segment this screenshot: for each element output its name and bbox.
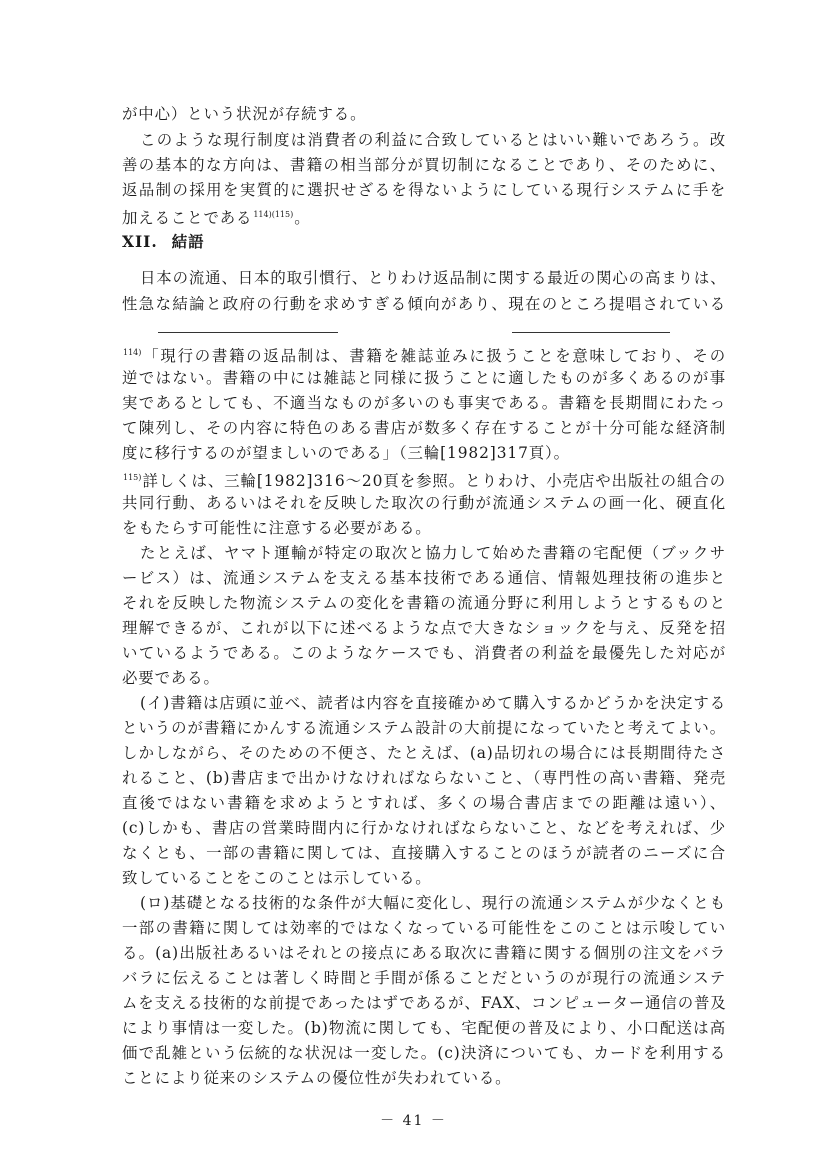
footnote-text: 詳しくは、三輪[1982]316～20頁を参照。とりわけ、小売店や出版社の組合の bbox=[142, 472, 726, 490]
footnote-line: る。(a)出版社あるいはそれとの接点にある取次に書籍に関する個別の注文をバラ bbox=[122, 944, 726, 962]
body-text: 加えることである bbox=[122, 209, 253, 227]
footnote-line: により事情は一変した。(b)物流に関しても、宅配便の普及により、小口配送は高 bbox=[122, 1019, 726, 1037]
footnote-mark: 114) bbox=[123, 348, 142, 357]
footnote-line: れること、(b)書店まで出かけなければならないこと、（専門性の高い書籍、発売 bbox=[122, 769, 726, 787]
footnote-line: 直後ではない書籍を求めようとすれば、多くの場合書店までの距離は遠い）、 bbox=[122, 794, 726, 812]
footnote-line: 必要である。 bbox=[122, 669, 220, 687]
body-line: 善の基本的な方向は、書籍の相当部分が買切制になることであり、そのために、 bbox=[122, 156, 726, 174]
footnote-line: (ロ)基礎となる技術的な条件が大幅に変化し、現行の流通システムが少なくとも bbox=[140, 894, 726, 912]
section-number: XII. bbox=[122, 233, 158, 251]
footnote-line: というのが書籍にかんする流通システム設計の大前提になっていたと考えてよい。 bbox=[122, 719, 726, 737]
body-line: 日本の流通、日本的取引慣行、とりわけ返品制に関する最近の関心の高まりは、 bbox=[140, 269, 727, 287]
footnote-line: 逆ではない。書籍の中には雑誌と同様に扱うことに適したものが多くあるのが事 bbox=[122, 369, 726, 387]
footnote-line: 実であるとしても、不適当なものが多いのも事実である。書籍を長期間にわたっ bbox=[122, 394, 726, 412]
section-heading bbox=[122, 230, 219, 252]
footnote-line: ービス）は、流通システムを支える基本技術である通信、情報処理技術の進歩と bbox=[122, 569, 726, 587]
footnote-separator bbox=[158, 332, 338, 333]
body-line: が中心）という状況が存続する。 bbox=[122, 105, 367, 123]
body-line: このような現行制度は消費者の利益に合致しているとはいい難いであろう。改 bbox=[140, 131, 726, 149]
footnote-line: 理解できるが、これが以下に述べるような点で大きなショックを与え、反発を招 bbox=[122, 619, 726, 637]
footnote-line: なくとも、一部の書籍に関しては、直接購入することのほうが読者のニーズに合 bbox=[122, 844, 726, 862]
body-line bbox=[122, 205, 726, 228]
footnote-reference: 114)(115) bbox=[253, 210, 294, 219]
footnote-line: て陳列し、その内容に特色のある書店が数多く存在することが十分可能な経済制 bbox=[122, 419, 726, 437]
footnote-line: 度に移行するのが望ましいのである」（三輪[1982]317頁）。 bbox=[122, 444, 570, 462]
footnote-text: 「現行の書籍の返品制は、書籍を雑誌並みに扱うことを意味しており、その bbox=[142, 347, 726, 365]
footnote-line: 価で乱雑という伝統的な状況は一変した。(c)決済についても、カードを利用する bbox=[122, 1044, 726, 1062]
page-number: － 41 － bbox=[380, 1113, 447, 1129]
footnote-line: ことにより従来のシステムの優位性が失われている。 bbox=[122, 1069, 512, 1087]
footnote-line: 致していることをこのことは示している。 bbox=[122, 869, 432, 887]
footnote-line bbox=[122, 468, 726, 491]
body-line: 性急な結論と政府の行動を求めすぎる傾向があり、現在のところ提唱されている bbox=[122, 295, 726, 313]
footnote-line: (イ)書籍は店頭に並べ、読者は内容を直接確かめて購入するかどうかを決定する bbox=[140, 694, 726, 712]
footnote-line: (c)しかも、書店の営業時間内に行かなければならないこと、などを考えれば、少 bbox=[122, 819, 726, 837]
footnote-line: しかしながら、そのための不便さ、たとえば、(a)品切れの場合には長期間待たさ bbox=[122, 744, 726, 762]
footnote-line: いているようである。このようなケースでも、消費者の利益を最優先した対応が bbox=[122, 644, 726, 662]
footnote-line: ムを支える技術的な前提であったはずであるが、FAX、コンピューター通信の普及 bbox=[122, 994, 727, 1012]
footnote-line bbox=[122, 343, 726, 366]
footnote-line: 共同行動、あるいはそれを反映した取次の行動が流通システムの画一化、硬直化 bbox=[122, 494, 726, 512]
footnote-line: バラに伝えることは著しく時間と手間が係ることだというのが現行の流通システ bbox=[122, 969, 726, 987]
footnote-mark: 115) bbox=[123, 473, 142, 482]
footnote-line: たとえば、ヤマト運輸が特定の取次と協力して始めた書籍の宅配便（ブックサ bbox=[140, 544, 726, 562]
body-text: 。 bbox=[294, 209, 311, 227]
section-title: 結語 bbox=[171, 233, 205, 251]
footnote-line: 一部の書籍に関しては効率的ではなくなっている可能性をこのことは示唆してい bbox=[122, 919, 726, 937]
footnote-separator bbox=[512, 332, 670, 333]
footnote-line: をもたらす可能性に注意する必要がある。 bbox=[122, 519, 432, 537]
footnote-line: それを反映した物流システムの変化を書籍の流通分野に利用しようとするものと bbox=[122, 594, 726, 612]
body-line: 返品制の採用を実質的に選択せざるを得ないようにしている現行システムに手を bbox=[122, 181, 726, 199]
